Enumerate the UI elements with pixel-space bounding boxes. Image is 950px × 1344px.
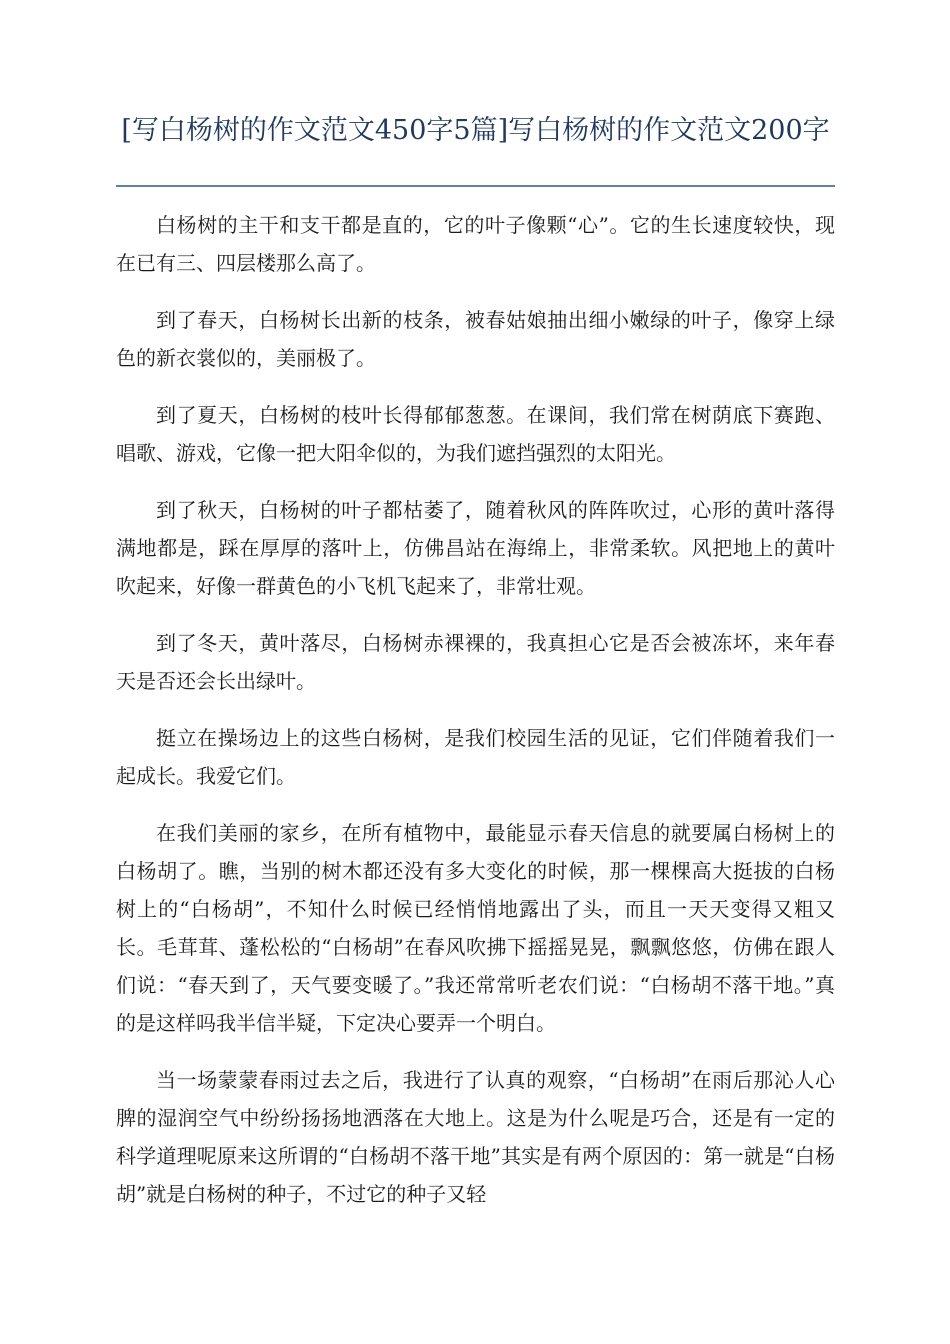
paragraph: 挺立在操场边上的这些白杨树，是我们校园生活的见证，它们伴随着我们一起成长。我爱它们。 — [116, 726, 835, 788]
page-title: [写白杨树的作文范文450字5篇]写白杨树的作文范文200字 — [121, 115, 830, 146]
paragraph: 到了夏天，白杨树的枝叶长得郁郁葱葱。在课间，我们常在树荫底下赛跑、唱歌、游戏，它像一把大阳伞似的，为我们遮挡强烈的太阳光。 — [116, 403, 835, 465]
paragraph: 在我们美丽的家乡，在所有植物中，最能显示春天信息的就要属白杨树上的白杨胡了。瞧，当别的树木都还没有多大变化的时候，那一棵棵高大挺拔的白杨树上的“白杨胡”，不知什么时候已经悄悄地露出了头，而且一天天变得又粗又长。毛茸茸、蓬松松的“白杨胡”在春风吹拂下摇摇晃晃，飘飘悠悠，仿佛在跟人们说：“春天到了，天气要变暖了。”我还常常听老农们说：“白杨胡不落干地。”真的是这样吗我半信半疑，下定决心要弄一个明白。 — [116, 821, 835, 1035]
article-body — [116, 206, 835, 1232]
title-divider — [116, 185, 835, 187]
paragraph: 到了秋天，白杨树的叶子都枯萎了，随着秋风的阵阵吹过，心形的黄叶落得满地都是，踩在厚厚的落叶上，仿佛昌站在海绵上，非常柔软。风把地上的黄叶吹起来，好像一群黄色的小飞机飞起来了，非常壮观。 — [116, 498, 835, 598]
paragraph: 到了冬天，黄叶落尽，白杨树赤裸裸的，我真担心它是否会被冻坏，来年春天是否还会长出绿叶。 — [116, 631, 835, 693]
paragraph: 白杨树的主干和支干都是直的，它的叶子像颗“心”。它的生长速度较快，现在已有三、四层楼那么高了。 — [116, 213, 835, 275]
paragraph: 到了春天，白杨树长出新的枝条，被春姑娘抽出细小嫩绿的叶子，像穿上绿色的新衣裳似的，美丽极了。 — [116, 308, 835, 370]
paragraph: 当一场蒙蒙春雨过去之后，我进行了认真的观察，“白杨胡”在雨后那沁人心脾的湿润空气中纷纷扬扬地洒落在大地上。这是为什么呢是巧合，还是有一定的科学道理呢原来这所谓的“白杨胡不落干地”其实是有两个原因的：第一就是“白杨胡”就是白杨树的种子，不过它的种子又轻 — [116, 1068, 835, 1206]
